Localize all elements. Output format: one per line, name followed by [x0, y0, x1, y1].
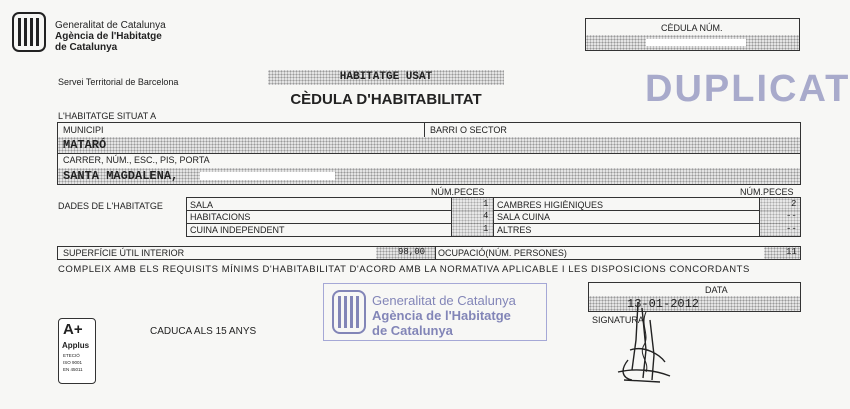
org-line2: Agència de l'Habitatge [55, 31, 162, 42]
ocupacio-label: OCUPACIÓ(NÚM. PERSONES) [438, 248, 567, 258]
service-label: Servei Territorial de Barcelona [58, 77, 179, 87]
badge-line2: ISO 9001 [63, 360, 83, 365]
superficie-label: SUPERFÍCIE ÚTIL INTERIOR [63, 248, 185, 258]
data-value: 13-01-2012 [627, 297, 700, 311]
cedula-num-label: CÈDULA NÚM. [661, 23, 723, 33]
municipi-value: MATARÓ [63, 138, 107, 152]
barri-divider [424, 123, 425, 138]
sala-value: 1 [483, 199, 489, 209]
generalitat-logo [12, 12, 46, 52]
stamp-logo [332, 290, 366, 334]
handwritten-signature [610, 300, 680, 385]
altres-label: ALTRES [497, 225, 532, 235]
barri-label: BARRI O SECTOR [430, 125, 507, 135]
cedula-num-box [585, 18, 800, 51]
num-peces-label-left: NÚM.PECES [431, 187, 485, 197]
org-line1: Generalitat de Catalunya [55, 20, 166, 31]
duplicate-stamp: DUPLICAT [645, 68, 850, 110]
org-line3: de Catalunya [55, 42, 118, 53]
agency-stamp [323, 283, 547, 341]
dades-label: DADES DE L'HABITATGE [58, 201, 163, 211]
row-divider-1 [187, 210, 800, 211]
badge-line3: EN 45011 [63, 367, 83, 372]
habitacions-value: 4 [483, 211, 489, 221]
row-divider-2 [187, 223, 800, 224]
municipi-field [58, 137, 800, 153]
carrer-label: CARRER, NÚM., ESC., PIS, PORTA [63, 155, 210, 165]
cuina-independent-value: 1 [483, 224, 489, 234]
cambres-higieniques-label: CAMBRES HIGIÈNIQUES [497, 200, 604, 210]
location-box [57, 122, 801, 185]
applus-badge [58, 318, 96, 384]
badge-mark: A+ [63, 321, 83, 338]
habitacions-label: HABITACIONS [190, 212, 251, 222]
signatura-label: SIGNATURA [592, 315, 644, 325]
compliance-text: COMPLEIX AMB ELS REQUISITS MÍNIMS D'HABITABILITAT D'ACORD AMB LA NORMATIVA APLICABLE I LES DISPOSICIONS CONCORDANTS [58, 264, 750, 275]
superficie-value: 98,00 [398, 247, 426, 257]
data-label: DATA [705, 285, 728, 295]
stamp-line1: Generalitat de Catalunya [372, 293, 516, 308]
superficie-row [57, 246, 801, 260]
caduca-label: CADUCA ALS 15 ANYS [150, 326, 257, 337]
stamp-line3: de Catalunya [372, 323, 453, 338]
ocupacio-value: 11 [786, 247, 797, 257]
badge-brand: Applus [62, 341, 90, 350]
location-divider [58, 153, 800, 154]
municipi-label: MUNICIPI [63, 125, 104, 135]
altres-value: -- [786, 224, 797, 234]
housing-type: HABITATGE USAT [268, 70, 504, 85]
superficie-divider [435, 247, 436, 259]
cambres-higieniques-value: 2 [791, 199, 797, 209]
sala-cuina-label: SALA CUINA [497, 212, 551, 222]
redacted-address [200, 172, 335, 180]
location-section-label: L'HABITATGE SITUAT A [58, 111, 157, 121]
sala-cuina-value: -- [786, 211, 797, 221]
num-peces-label-right: NÚM.PECES [740, 187, 794, 197]
sala-label: SALA [190, 200, 214, 210]
dades-table [186, 197, 801, 237]
doc-title: CÈDULA D'HABITABILITAT [290, 91, 482, 108]
cuina-independent-label: CUINA INDEPENDENT [190, 225, 285, 235]
carrer-value: SANTA MAGDALENA, [63, 169, 179, 183]
center-divider [493, 198, 494, 236]
redacted-cedula-num [646, 39, 746, 46]
badge-line1: ETECIÓ [63, 353, 80, 358]
stamp-line2: Agència de l'Habitatge [372, 308, 511, 323]
